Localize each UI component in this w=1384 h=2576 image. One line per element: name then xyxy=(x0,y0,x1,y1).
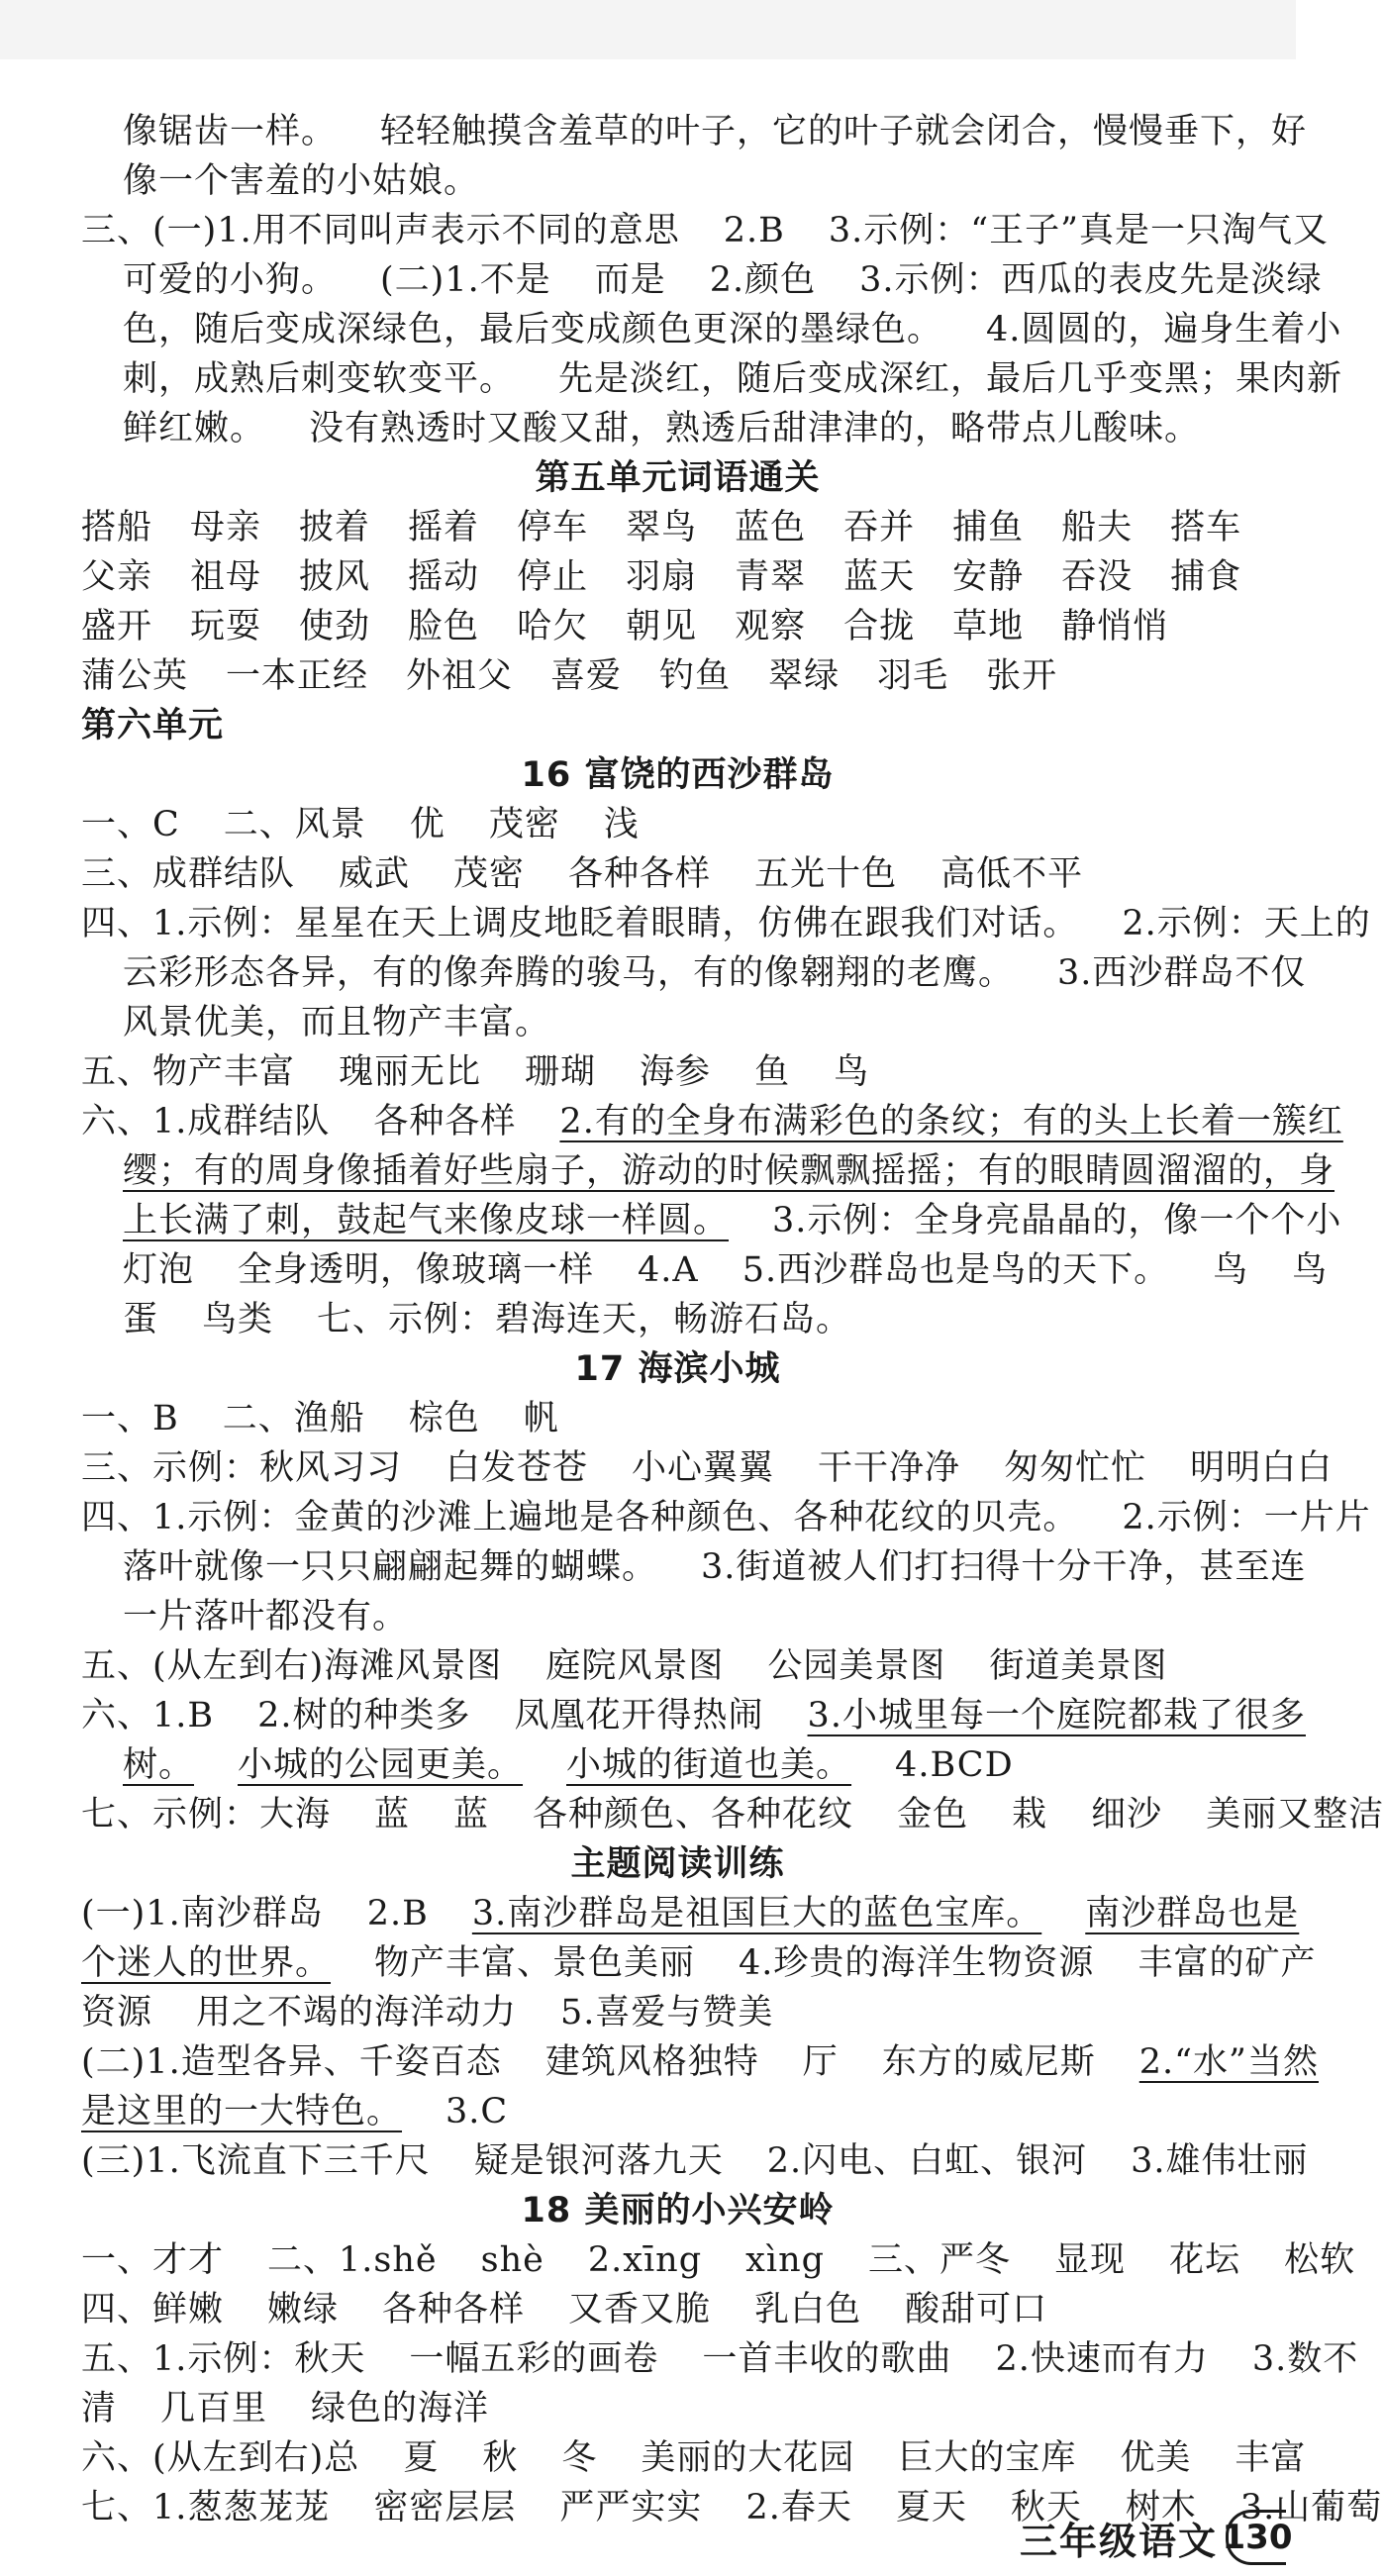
vocab-word: 静悄悄 xyxy=(1061,607,1169,646)
answer-segment: 鸟 xyxy=(1292,1250,1329,1290)
answer-segment: 冬 xyxy=(561,2438,598,2478)
answer-line xyxy=(81,800,1274,849)
vocab-word: 搭车 xyxy=(1170,508,1242,547)
vocab-word: 披风 xyxy=(299,557,371,597)
answer-segment: 2.示例：天上的 xyxy=(1122,904,1371,943)
vocab-word: 蓝色 xyxy=(735,508,807,547)
answer-line xyxy=(81,2136,1309,2186)
answer-segment: 2.xīng xyxy=(587,2240,703,2280)
answer-segment: 3.小城里每一个庭院都栽了很多 xyxy=(807,1696,1306,1735)
vocab-word: 翠绿 xyxy=(768,656,840,696)
answer-segment: 3.西沙群岛不仅 xyxy=(1057,953,1307,993)
answer-segment: 3.数不 xyxy=(1251,2339,1359,2379)
answer-segment: 优美 xyxy=(1120,2438,1192,2478)
answer-segment: 一、B xyxy=(81,1399,179,1438)
answer-line xyxy=(81,1542,1307,1592)
answer-line xyxy=(81,354,1343,404)
vocab-word: 羽扇 xyxy=(626,557,698,597)
answer-segment: 蓝 xyxy=(374,1795,411,1834)
answer-segment: 个迷人的世界。 xyxy=(81,1943,332,1983)
answer-segment: 严严实实 xyxy=(559,2488,703,2527)
answer-segment: 夏天 xyxy=(895,2488,967,2527)
answer-segment: 鲜红嫩。 xyxy=(123,409,266,448)
answer-segment: 各种颜色、各种花纹 xyxy=(533,1795,854,1834)
top-margin-band xyxy=(0,0,1296,59)
answer-segment: 疑是银河落九天 xyxy=(473,2141,724,2181)
answer-segment: 蓝 xyxy=(453,1795,490,1834)
vocab-word: 搭船 xyxy=(81,508,153,547)
answer-segment: 白发苍苍 xyxy=(445,1448,589,1488)
answer-line xyxy=(81,552,1274,602)
answer-segment: 干干净净 xyxy=(818,1448,961,1488)
vocab-word: 哈欠 xyxy=(517,607,589,646)
answer-line xyxy=(81,1196,1342,1245)
answer-line xyxy=(81,305,1342,354)
answer-segment: 第五单元词语通关 xyxy=(535,458,821,498)
section-title xyxy=(81,2186,1274,2235)
answer-segment: 美丽的大花园 xyxy=(641,2438,855,2478)
answer-segment: 3.雄伟壮丽 xyxy=(1131,2141,1309,2181)
answer-segment: 各种各样 xyxy=(568,854,712,894)
answer-segment: (三)1.飞流直下三千尺 xyxy=(81,2141,431,2181)
answer-segment: 鸟 xyxy=(834,1052,870,1092)
vocab-word: 船夫 xyxy=(1061,508,1134,547)
answer-line xyxy=(81,2384,1274,2433)
answer-segment: 缨；有的周身像插着好些扇子，游动的时候飘飘摇摇；有的眼睛圆溜溜的，身 xyxy=(123,1151,1335,1191)
answer-segment: (二)1.不是 xyxy=(380,260,551,300)
answer-segment: 16 富饶的西沙群岛 xyxy=(521,755,835,795)
vocab-word: 玩耍 xyxy=(190,607,262,646)
vocab-word: 喜爱 xyxy=(550,656,623,696)
vocab-word: 蒲公英 xyxy=(81,656,189,696)
answer-segment: 落叶就像一只只翩翩起舞的蝴蝶。 xyxy=(123,1547,658,1587)
vocab-word: 脸色 xyxy=(408,607,480,646)
vocab-word: 使劲 xyxy=(299,607,371,646)
answer-content xyxy=(81,107,1384,2532)
answer-segment: 五光十色 xyxy=(754,854,898,894)
page-footer xyxy=(1019,2510,1293,2565)
answer-segment: 没有熟透时又酸又甜，熟透后甜津津的，略带点儿酸味。 xyxy=(309,409,1201,448)
answer-segment: 3.示例：全身亮晶晶的，像一个个小 xyxy=(772,1201,1342,1240)
answer-segment: 4.BCD xyxy=(895,1745,1014,1785)
answer-segment: 几百里 xyxy=(160,2389,268,2428)
vocab-word: 停车 xyxy=(517,508,589,547)
vocab-word: 祖母 xyxy=(190,557,262,597)
vocab-word: 观察 xyxy=(735,607,807,646)
answer-line xyxy=(81,2334,1359,2384)
answer-segment: 又香又脆 xyxy=(568,2290,712,2329)
answer-segment: 夏 xyxy=(403,2438,440,2478)
answer-segment: 秋 xyxy=(482,2438,519,2478)
vocab-word: 合拢 xyxy=(843,607,916,646)
answer-segment: 鸟类 xyxy=(202,1300,274,1339)
answer-segment: (二)1.造型各异、千姿百态 xyxy=(81,2042,502,2082)
answer-segment: shè xyxy=(480,2240,544,2280)
answer-segment: 棕色 xyxy=(408,1399,480,1438)
vocab-word: 翠鸟 xyxy=(626,508,698,547)
answer-segment: 刺，成熟后刺变软变平。 xyxy=(123,359,516,399)
answer-line xyxy=(81,2285,1274,2334)
answer-segment: 第六单元 xyxy=(81,706,225,745)
vocab-word: 停止 xyxy=(517,557,589,597)
answer-segment: 巨大的宝库 xyxy=(898,2438,1077,2478)
answer-segment: 像一个害羞的小姑娘。 xyxy=(123,161,480,201)
section-title xyxy=(81,1344,1274,1394)
vocab-word: 外祖父 xyxy=(406,656,514,696)
answer-segment: 3.示例：西瓜的表皮先是淡绿 xyxy=(859,260,1323,300)
answer-segment: 资源 xyxy=(81,1993,153,2032)
answer-segment: 四、鲜嫩 xyxy=(81,2290,225,2329)
vocab-word: 捕食 xyxy=(1170,557,1242,597)
answer-segment: 珊瑚 xyxy=(525,1052,597,1092)
answer-segment: 庭院风景图 xyxy=(545,1646,725,1686)
answer-segment: 绿色的海洋 xyxy=(311,2389,490,2428)
answer-segment: 帆 xyxy=(523,1399,559,1438)
answer-segment: 三、严冬 xyxy=(868,2240,1012,2280)
answer-segment: 嫩绿 xyxy=(267,2290,340,2329)
answer-segment: 酸甜可口 xyxy=(905,2290,1048,2329)
answer-segment: 3.示例：“王子”真是一只淘气又 xyxy=(828,211,1330,250)
answer-segment: 2.B xyxy=(723,211,785,250)
answer-line xyxy=(81,1889,1300,1938)
answer-segment: 美丽又整洁 xyxy=(1206,1795,1384,1834)
answer-segment: 建筑风格独特 xyxy=(544,2042,759,2082)
vocab-word: 青翠 xyxy=(735,557,807,597)
answer-segment: 用之不竭的海洋动力 xyxy=(196,1993,518,2032)
answer-segment: 而是 xyxy=(594,260,666,300)
answer-segment: 灯泡 xyxy=(123,1250,195,1290)
vocab-word: 盛开 xyxy=(81,607,153,646)
answer-segment: 三、(一)1.用不同叫声表示不同的意思 xyxy=(81,211,680,250)
answer-segment: 全身透明，像玻璃一样 xyxy=(238,1250,595,1290)
answer-segment: 厅 xyxy=(802,2042,839,2082)
answer-line xyxy=(81,849,1274,899)
answer-line xyxy=(81,948,1307,998)
vocab-word: 摇着 xyxy=(408,508,480,547)
answer-segment: 3.街道被人们打扫得十分干净，甚至连 xyxy=(701,1547,1307,1587)
answer-segment: 七、示例：大海 xyxy=(81,1795,332,1834)
answer-line xyxy=(81,602,1274,651)
answer-segment: 四、1.示例：星星在天上调皮地眨着眼睛，仿佛在跟我们对话。 xyxy=(81,904,1079,943)
answer-segment: xìng xyxy=(745,2240,826,2280)
answer-segment: 17 海滨小城 xyxy=(574,1349,781,1389)
vocab-word: 安静 xyxy=(952,557,1025,597)
answer-segment: 主题阅读训练 xyxy=(570,1844,785,1884)
answer-line xyxy=(81,2235,1356,2285)
answer-segment: 东方的威尼斯 xyxy=(881,2042,1096,2082)
answer-segment: 2.树的种类多 xyxy=(257,1696,471,1735)
answer-line xyxy=(81,1443,1334,1493)
answer-segment: 4.珍贵的海洋生物资源 xyxy=(739,1943,1095,1983)
vocab-word: 朝见 xyxy=(626,607,698,646)
answer-segment: 丰富 xyxy=(1235,2438,1307,2478)
answer-segment: 一幅五彩的画卷 xyxy=(409,2339,659,2379)
answer-line xyxy=(81,998,1274,1047)
answer-segment: 2.有的全身布满彩色的条纹；有的头上长着一簇红 xyxy=(559,1102,1343,1141)
answer-line xyxy=(81,1295,1274,1344)
answer-segment: 云彩形态各异，有的像奔腾的骏马，有的像翱翔的老鹰。 xyxy=(123,953,1015,993)
answer-line xyxy=(81,206,1330,255)
answer-segment: 色，随后变成深绿色，最后变成颜色更深的墨绿色。 xyxy=(123,310,943,349)
answer-segment: 二、1.shě xyxy=(267,2240,438,2280)
answer-line xyxy=(81,404,1274,453)
answer-segment: 街道美景图 xyxy=(989,1646,1168,1686)
answer-segment: 海参 xyxy=(640,1052,712,1092)
answer-segment: 金色 xyxy=(897,1795,969,1834)
answer-segment: 鸟 xyxy=(1213,1250,1249,1290)
answer-segment: 六、1.成群结队 xyxy=(81,1102,331,1141)
answer-segment: 可爱的小狗。 xyxy=(123,260,338,300)
answer-segment: 花坛 xyxy=(1169,2240,1241,2280)
answer-line xyxy=(81,1790,1384,1839)
answer-segment: 各种各样 xyxy=(373,1102,517,1141)
answer-segment: 茂密 xyxy=(488,805,560,844)
answer-segment: 小心翼翼 xyxy=(632,1448,775,1488)
answer-segment: 二、渔船 xyxy=(222,1399,365,1438)
answer-segment: 三、示例：秋风习习 xyxy=(81,1448,403,1488)
answer-segment: 是这里的一大特色。 xyxy=(81,2092,403,2131)
section-title xyxy=(81,701,1274,750)
answer-segment: 茂密 xyxy=(453,854,526,894)
answer-segment: 威武 xyxy=(339,854,411,894)
answer-segment: 五、1.示例：秋天 xyxy=(81,2339,366,2379)
vocab-word: 蓝天 xyxy=(843,557,916,597)
answer-segment: 一首丰收的歌曲 xyxy=(702,2339,952,2379)
answer-segment: 四、1.示例：金黄的沙滩上遍地是各种颜色、各种花纹的贝壳。 xyxy=(81,1498,1079,1537)
answer-segment: 瑰丽无比 xyxy=(339,1052,482,1092)
answer-line xyxy=(81,503,1274,552)
answer-segment: 2.示例：一片片 xyxy=(1122,1498,1371,1537)
answer-segment: 松软 xyxy=(1284,2240,1356,2280)
answer-segment: 2.闪电、白虹、银河 xyxy=(766,2141,1088,2181)
answer-segment: 六、(从左到右)总 xyxy=(81,2438,360,2478)
answer-segment: 风景优美，而且物产丰富。 xyxy=(123,1003,551,1042)
answer-segment: 密密层层 xyxy=(373,2488,517,2527)
answer-segment: 2.颜色 xyxy=(709,260,817,300)
answer-segment: 优 xyxy=(409,805,445,844)
footer-label: 三年级语文 xyxy=(1019,2519,1218,2563)
answer-segment: 显现 xyxy=(1054,2240,1127,2280)
vocab-word: 一本正经 xyxy=(226,656,369,696)
answer-segment: 3.南沙群岛是祖国巨大的蓝色宝库。 xyxy=(471,1894,1042,1933)
section-title xyxy=(81,750,1274,800)
answer-segment: 小城的街道也美。 xyxy=(566,1745,852,1785)
answer-segment: 鱼 xyxy=(754,1052,791,1092)
answer-segment: 细沙 xyxy=(1091,1795,1163,1834)
answer-line xyxy=(81,1592,1274,1641)
answer-segment: 树。 xyxy=(123,1745,195,1785)
answer-segment: 浅 xyxy=(603,805,640,844)
answer-segment: 匆匆忙忙 xyxy=(1004,1448,1147,1488)
answer-line xyxy=(81,1691,1306,1740)
vocab-word: 钓鱼 xyxy=(659,656,732,696)
answer-segment: 各种各样 xyxy=(382,2290,526,2329)
answer-segment: 高低不平 xyxy=(940,854,1084,894)
answer-segment: 3.C xyxy=(445,2092,509,2131)
answer-segment: 像锯齿一样。 xyxy=(123,112,338,151)
answer-segment: 一、C xyxy=(81,805,180,844)
vocab-word: 捕鱼 xyxy=(952,508,1025,547)
answer-segment: 一、才才 xyxy=(81,2240,225,2280)
answer-segment: 六、1.B xyxy=(81,1696,215,1735)
vocab-word: 母亲 xyxy=(190,508,262,547)
answer-line xyxy=(81,1938,1317,1988)
section-title xyxy=(81,453,1274,503)
answer-segment: 5.喜爱与赞美 xyxy=(560,1993,774,2032)
answer-segment: 4.圆圆的，遍身生着小 xyxy=(986,310,1342,349)
answer-segment: (一)1.南沙群岛 xyxy=(81,1894,324,1933)
answer-line xyxy=(81,1740,1274,1790)
answer-segment: 3.山葡萄 xyxy=(1239,2488,1383,2527)
vocab-word: 父亲 xyxy=(81,557,153,597)
answer-segment: 南沙群岛也是 xyxy=(1085,1894,1300,1933)
section-title xyxy=(81,1839,1274,1889)
answer-segment: 轻轻触摸含羞草的叶子，它的叶子就会闭合，慢慢垂下，好 xyxy=(380,112,1308,151)
answer-segment: 七、示例：碧海连天，畅游石岛。 xyxy=(317,1300,852,1339)
answer-segment: 4.A xyxy=(638,1250,699,1290)
answer-segment: 丰富的矿产 xyxy=(1137,1943,1317,1983)
answer-line xyxy=(81,651,1274,701)
answer-segment: 先是淡红，随后变成深红，最后几乎变黑；果肉新 xyxy=(558,359,1343,399)
vocab-word: 披着 xyxy=(299,508,371,547)
answer-segment: 2.B xyxy=(366,1894,429,1933)
answer-line xyxy=(81,1493,1371,1542)
answer-line xyxy=(81,107,1308,156)
answer-line xyxy=(81,1047,1274,1097)
answer-line xyxy=(81,156,1274,206)
answer-line xyxy=(81,1245,1329,1295)
answer-segment: 2.快速而有力 xyxy=(995,2339,1209,2379)
answer-segment: 18 美丽的小兴安岭 xyxy=(521,2191,835,2230)
answer-line xyxy=(81,255,1323,305)
answer-segment: 二、风景 xyxy=(223,805,366,844)
answer-segment: 清 xyxy=(81,2389,118,2428)
answer-line xyxy=(81,2087,1274,2136)
answer-segment: 公园美景图 xyxy=(767,1646,946,1686)
answer-line xyxy=(81,1146,1335,1196)
answer-segment: 物产丰富、景色美丽 xyxy=(374,1943,696,1983)
vocab-word: 草地 xyxy=(952,607,1025,646)
vocab-word: 张开 xyxy=(986,656,1058,696)
answer-segment: 上长满了刺，鼓起气来像皮球一样圆。 xyxy=(123,1201,730,1240)
answer-segment: 三、成群结队 xyxy=(81,854,296,894)
answer-segment: 2.“水”当然 xyxy=(1138,2042,1319,2082)
answer-segment: 栽 xyxy=(1012,1795,1048,1834)
answer-line xyxy=(81,2037,1319,2087)
answer-segment: 树木 xyxy=(1125,2488,1197,2527)
answer-segment: 五、物产丰富 xyxy=(81,1052,296,1092)
answer-segment: 明明白白 xyxy=(1190,1448,1334,1488)
answer-segment: 5.西沙群岛也是鸟的天下。 xyxy=(741,1250,1170,1290)
answer-segment: 2.春天 xyxy=(745,2488,852,2527)
vocab-word: 羽毛 xyxy=(877,656,949,696)
answer-line xyxy=(81,2433,1307,2483)
vocab-word: 吞没 xyxy=(1061,557,1134,597)
answer-line xyxy=(81,899,1371,948)
answer-line xyxy=(81,1641,1274,1691)
answer-segment: 蛋 xyxy=(123,1300,159,1339)
answer-segment: 秋天 xyxy=(1010,2488,1082,2527)
page-number: 130 xyxy=(1226,2510,1286,2565)
answer-line xyxy=(81,1097,1343,1146)
answer-segment: 凤凰花开得热闹 xyxy=(514,1696,764,1735)
answer-segment: 五、(从左到右)海滩风景图 xyxy=(81,1646,503,1686)
vocab-word: 吞并 xyxy=(843,508,916,547)
answer-line xyxy=(81,1394,1274,1443)
answer-line xyxy=(81,1988,1274,2037)
answer-segment: 小城的公园更美。 xyxy=(238,1745,524,1785)
answer-segment: 乳白色 xyxy=(754,2290,862,2329)
answer-segment: 一片落叶都没有。 xyxy=(123,1597,409,1636)
answer-segment: 七、1.葱葱茏茏 xyxy=(81,2488,331,2527)
vocab-word: 摇动 xyxy=(408,557,480,597)
